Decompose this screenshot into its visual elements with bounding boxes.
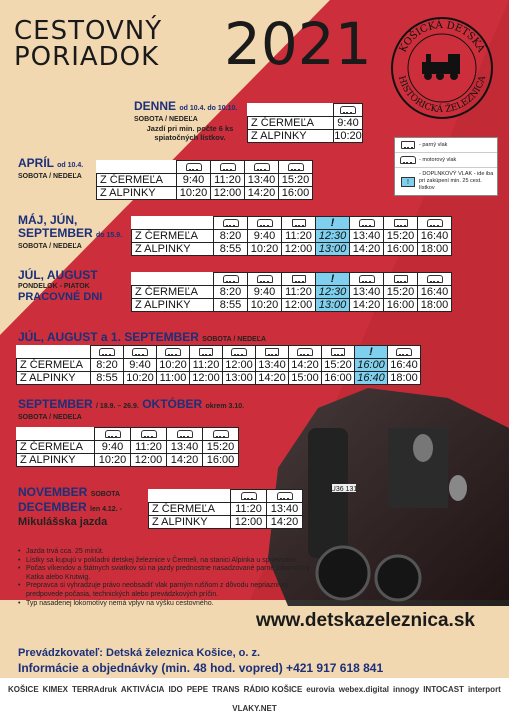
extra-train-icon: !	[330, 273, 335, 285]
sponsor-logo: interport	[467, 685, 501, 694]
motor-train-icon	[223, 275, 239, 283]
departure-time: 11:20	[282, 230, 316, 243]
departure-time: 15:20	[384, 230, 418, 243]
steam-train-icon	[265, 348, 279, 356]
motor-train-icon	[254, 163, 270, 171]
train-type-cell	[124, 346, 157, 359]
departure-time: 10:20	[248, 299, 282, 312]
departure-time: 13:40	[350, 230, 384, 243]
departure-time: 11:20	[282, 286, 316, 299]
train-type-cell	[131, 428, 167, 441]
sponsor-logo: TRANS	[212, 685, 240, 694]
departure-time: 8:20	[214, 286, 248, 299]
motor-train-icon	[297, 348, 313, 356]
motor-train-icon	[165, 348, 181, 356]
motor-train-icon	[340, 106, 356, 114]
train-type-cell	[167, 428, 203, 441]
timetable-julaug	[16, 345, 421, 385]
steam-train-icon	[199, 348, 213, 356]
table-row	[149, 503, 303, 516]
section-julaug: JÚL, AUGUST a 1. SEPTEMBER SOBOTA / NEDEĽA	[18, 330, 267, 344]
departure-time: 12:00	[231, 516, 267, 529]
departure-time: 12:30	[316, 286, 350, 299]
departure-time: 16:40	[418, 230, 452, 243]
info-bullets	[18, 548, 318, 608]
sponsor-logo: KOŠICE	[8, 685, 39, 694]
departure-time: 15:20	[322, 359, 355, 372]
sponsor-logo: VLAKY.NET	[232, 704, 277, 713]
bullet-item: • Počas víkendov a štátnych sviatkov sú na jazdy prednostne nasadzované parné lokomotívy Katka alebo Krutwig.	[18, 565, 318, 582]
table-row	[248, 130, 363, 143]
bullet-item: • Typ nasadenej lokomotívy nemá vplyv na výšku cestovného.	[18, 600, 318, 609]
sponsor-logo: AKTIVÁCIA	[120, 685, 165, 694]
departure-time: 10:20	[177, 187, 211, 200]
departure-time: 13:40	[245, 174, 279, 187]
departure-time: 16:00	[384, 243, 418, 256]
year-heading: 2021	[224, 10, 372, 78]
departure-time: 9:40	[95, 441, 131, 454]
train-type-cell	[91, 346, 124, 359]
steam-train-icon	[401, 141, 415, 149]
departure-time: 16:00	[203, 454, 239, 467]
bullet-item: • Lístky sa kupujú v pokladni detskej železnice v Čermeli, na stanici Alpinka u sprievodcu.	[18, 557, 318, 566]
departure-time: 12:00	[282, 299, 316, 312]
departure-time: 13:40	[167, 441, 203, 454]
departure-time: 15:00	[289, 372, 322, 385]
train-type-cell	[289, 346, 322, 359]
svg-text:HISTORICKÁ ŽELEZNICA: HISTORICKÁ ŽELEZNICA	[395, 74, 489, 116]
empty-cell	[17, 346, 91, 359]
empty-cell	[149, 490, 231, 503]
train-type-cell	[384, 217, 418, 230]
departure-time: 8:20	[91, 359, 124, 372]
motor-train-icon	[257, 275, 273, 283]
departure-time: 13:00	[223, 372, 256, 385]
table-row	[17, 441, 239, 454]
train-type-cell	[279, 161, 313, 174]
departure-time: 10:20	[157, 359, 190, 372]
contact-info: Informácie a objednávky (min. 48 hod. vopred) +421 917 618 841	[18, 661, 384, 675]
motor-train-icon	[186, 163, 202, 171]
section-nov: NOVEMBER SOBOTA DECEMBER len 4.12. - Mikulášska jazda	[18, 485, 122, 528]
station-name: Z ČERMEĽA	[17, 359, 91, 372]
empty-cell	[17, 428, 95, 441]
departure-time: 12:30	[316, 230, 350, 243]
table-row	[132, 230, 452, 243]
svg-text:KOŠICKÁ DETSKÁ: KOŠICKÁ DETSKÁ	[397, 19, 487, 55]
station-name: Z ČERMEĽA	[17, 441, 95, 454]
station-name: Z ČERMEĽA	[248, 117, 334, 130]
table-row	[132, 243, 452, 256]
train-type-cell	[316, 217, 350, 230]
departure-time: 16:40	[388, 359, 421, 372]
departure-time: 9:40	[248, 230, 282, 243]
departure-time: 16:00	[355, 359, 388, 372]
departure-time: 11:20	[211, 174, 245, 187]
train-type-cell	[95, 428, 131, 441]
train-type-cell	[231, 490, 267, 503]
train-type-cell	[203, 428, 239, 441]
departure-time: 14:20	[167, 454, 203, 467]
departure-time: 11:20	[131, 441, 167, 454]
website-link[interactable]: www.detskazeleznica.sk	[256, 610, 475, 631]
sponsor-logo: PEPE	[186, 685, 209, 694]
departure-time: 13:40	[350, 286, 384, 299]
station-name: Z ČERMEĽA	[97, 174, 177, 187]
departure-time: 11:20	[190, 359, 223, 372]
departure-time: 18:00	[418, 243, 452, 256]
train-type-cell	[214, 273, 248, 286]
train-type-cell	[334, 104, 363, 117]
provider-text: Prevádzkovateľ: Detská železnica Košice, o. z.	[18, 647, 261, 659]
timetable-sept	[16, 427, 239, 467]
sponsor-logo: eurovia	[306, 685, 335, 694]
train-type-cell	[211, 161, 245, 174]
departure-time: 10:20	[124, 372, 157, 385]
extra-train-icon: !	[401, 177, 415, 187]
table-row	[97, 187, 313, 200]
departure-time: 13:40	[256, 359, 289, 372]
timetable-maj	[131, 216, 452, 256]
departure-time: 9:40	[177, 174, 211, 187]
extra-train-icon: !	[369, 346, 373, 358]
station-name: Z ALPINKY	[17, 372, 91, 385]
steam-train-icon	[292, 275, 306, 283]
train-type-cell	[282, 273, 316, 286]
train-type-cell	[350, 217, 384, 230]
motor-train-icon	[105, 430, 121, 438]
steam-train-icon	[292, 219, 306, 227]
train-type-cell	[267, 490, 303, 503]
departure-time: 15:20	[384, 286, 418, 299]
departure-time: 13:00	[316, 243, 350, 256]
motor-train-icon	[99, 348, 115, 356]
table-row	[248, 117, 363, 130]
departure-time: 14:20	[267, 516, 303, 529]
sponsor-logo: webex.digital	[338, 685, 389, 694]
departure-time: 13:00	[316, 299, 350, 312]
departure-time: 8:55	[214, 243, 248, 256]
sponsor-bar	[0, 678, 509, 720]
motor-train-icon	[396, 348, 412, 356]
departure-time: 9:40	[334, 117, 363, 130]
sponsor-logo: INTOCAST	[423, 685, 464, 694]
bullet-item: • Prepravca si vyhradzuje právo neobsadiť vlak parným rušňom z dôvodu nepriaznivej predpovede počasia, technických alebo prevádzkových príčin.	[18, 582, 318, 599]
sponsor-logo: innogy	[392, 685, 420, 694]
motor-train-icon	[288, 163, 304, 171]
station-name: Z ALPINKY	[149, 516, 231, 529]
departure-time: 12:00	[211, 187, 245, 200]
timetable-jul	[131, 272, 452, 312]
departure-time: 12:00	[282, 243, 316, 256]
motor-train-icon	[400, 156, 416, 164]
departure-time: 15:20	[279, 174, 313, 187]
extra-train-icon: !	[330, 217, 335, 229]
train-type-cell	[282, 217, 316, 230]
motor-train-icon	[359, 275, 375, 283]
departure-time: 11:00	[157, 372, 190, 385]
legend-extra: ! - DOPLNKOVÝ VLAK - ide iba pri zakúpení min. 25 cest. lístkov	[395, 168, 497, 195]
legend	[394, 137, 498, 196]
departure-time: 16:00	[384, 299, 418, 312]
train-type-cell	[157, 346, 190, 359]
departure-time: 16:40	[355, 372, 388, 385]
legend-motor: - motorový vlak	[395, 153, 497, 168]
motor-train-icon	[359, 219, 375, 227]
steam-train-icon	[394, 275, 408, 283]
train-type-cell	[388, 346, 421, 359]
train-type-cell	[418, 217, 452, 230]
table-row	[132, 286, 452, 299]
departure-time: 11:20	[231, 503, 267, 516]
motor-train-icon	[220, 163, 236, 171]
departure-time: 9:40	[124, 359, 157, 372]
station-name: Z ČERMEĽA	[132, 286, 214, 299]
section-maj: MÁJ, JÚN, SEPTEMBER do 15.9. SOBOTA / NEDEĽA	[18, 213, 123, 250]
empty-cell	[97, 161, 177, 174]
empty-cell	[248, 104, 334, 117]
legend-steam: - parný vlak	[395, 138, 497, 153]
timetable-nov	[148, 489, 303, 529]
station-name: Z ALPINKY	[132, 243, 214, 256]
empty-cell	[132, 273, 214, 286]
departure-time: 9:40	[248, 286, 282, 299]
departure-time: 13:40	[267, 503, 303, 516]
motor-train-icon	[277, 492, 293, 500]
train-type-cell	[214, 217, 248, 230]
sponsor-logo: KIMEX	[42, 685, 69, 694]
table-row	[17, 359, 421, 372]
train-type-cell	[418, 273, 452, 286]
page-title: CESTOVNÝ PORIADOK	[14, 16, 163, 72]
section-april: APRÍL od 10.4. SOBOTA / NEDEĽA	[18, 156, 84, 180]
motor-train-icon	[241, 492, 257, 500]
train-type-cell	[223, 346, 256, 359]
sponsor-logo: IDO	[168, 685, 183, 694]
station-name: Z ALPINKY	[17, 454, 95, 467]
train-type-cell	[190, 346, 223, 359]
table-row	[97, 174, 313, 187]
railway-logo	[388, 14, 496, 122]
departure-time: 14:20	[350, 299, 384, 312]
departure-time: 14:20	[256, 372, 289, 385]
station-name: Z ALPINKY	[132, 299, 214, 312]
steam-train-icon	[394, 219, 408, 227]
departure-time: 14:20	[289, 359, 322, 372]
sponsor-logo: TERRAdruk	[72, 685, 117, 694]
departure-time: 16:00	[279, 187, 313, 200]
motor-train-icon	[427, 219, 443, 227]
steam-locomotive-icon	[422, 54, 460, 80]
train-type-cell	[355, 346, 388, 359]
departure-time: 12:00	[190, 372, 223, 385]
departure-time: 8:55	[91, 372, 124, 385]
motor-train-icon	[132, 348, 148, 356]
motor-train-icon	[231, 348, 247, 356]
motor-train-icon	[213, 430, 229, 438]
train-type-cell	[316, 273, 350, 286]
departure-time: 10:20	[248, 243, 282, 256]
station-name: Z ALPINKY	[97, 187, 177, 200]
motor-train-icon	[223, 219, 239, 227]
train-type-cell	[322, 346, 355, 359]
departure-time: 18:00	[388, 372, 421, 385]
departure-time: 8:55	[214, 299, 248, 312]
locomotive-number: U36 131	[330, 486, 358, 493]
departure-time: 8:20	[214, 230, 248, 243]
departure-time: 15:20	[203, 441, 239, 454]
station-name: Z ČERMEĽA	[149, 503, 231, 516]
table-row	[149, 516, 303, 529]
motor-train-icon	[177, 430, 193, 438]
sponsor-logo: RÁDIO KOŠICE	[243, 685, 303, 694]
departure-time: 14:20	[245, 187, 279, 200]
motor-train-icon	[257, 219, 273, 227]
table-row	[17, 454, 239, 467]
timetable-april	[96, 160, 313, 200]
departure-time: 10:20	[334, 130, 362, 142]
departure-time: 12:00	[223, 359, 256, 372]
train-type-cell	[177, 161, 211, 174]
train-type-cell	[245, 161, 279, 174]
motor-train-icon	[141, 430, 157, 438]
train-type-cell	[350, 273, 384, 286]
section-sept: SEPTEMBER / 18.9. – 26.9. OKTÓBER okrem 3.10. SOBOTA / NEDEĽA	[18, 397, 245, 421]
section-jul: JÚL, AUGUST PONDELOK - PIATOK PRACOVNÉ DNI	[18, 268, 103, 303]
train-type-cell	[248, 273, 282, 286]
departure-time: 14:20	[350, 243, 384, 256]
motor-train-icon	[427, 275, 443, 283]
table-row	[132, 299, 452, 312]
bullet-item: • Jazda trvá cca. 25 minút.	[18, 548, 318, 557]
steam-train-icon	[331, 348, 345, 356]
departure-time: 18:00	[418, 299, 452, 312]
departure-time: 10:20	[95, 454, 131, 467]
train-type-cell	[248, 217, 282, 230]
section-denne: DENNE od 10.4. do 10.10. SOBOTA / NEDEĽA Jazdí pri min. počte 6 ks spiatočných lístkov.	[134, 99, 238, 142]
departure-time: 16:00	[322, 372, 355, 385]
station-name: Z ALPINKY	[248, 130, 334, 143]
departure-time: 12:00	[131, 454, 167, 467]
table-row	[17, 372, 421, 385]
timetable-denne	[247, 103, 363, 143]
station-name: Z ČERMEĽA	[132, 230, 214, 243]
departure-time: 16:40	[418, 286, 452, 299]
train-type-cell	[256, 346, 289, 359]
train-type-cell	[384, 273, 418, 286]
empty-cell	[132, 217, 214, 230]
